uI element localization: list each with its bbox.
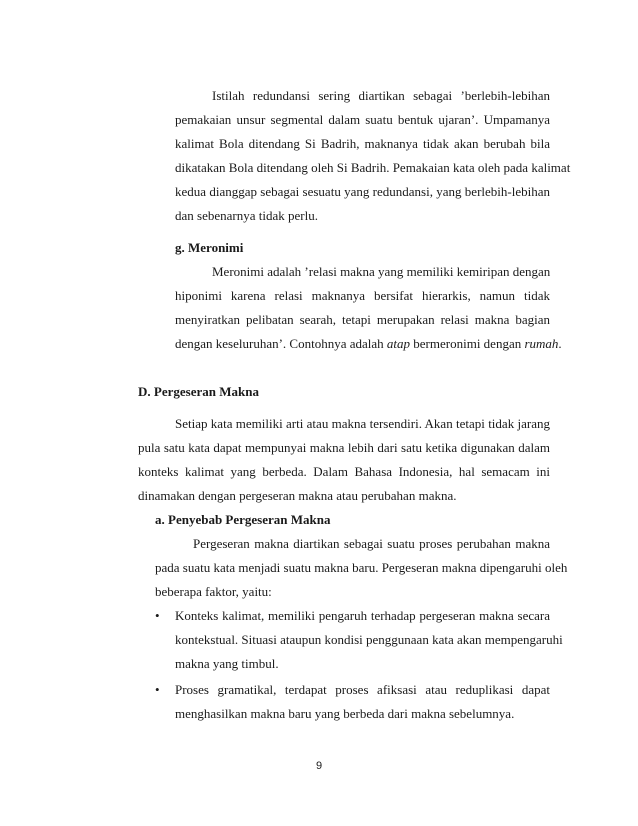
bullet-icon: • bbox=[155, 608, 160, 623]
paragraph-line: dinamakan dengan pergeseran makna atau perubahan makna. bbox=[138, 488, 457, 503]
chapter-heading: D. Pergeseran Makna bbox=[138, 384, 259, 399]
text-run: bermeronimi dengan bbox=[410, 336, 525, 351]
bullet-icon: • bbox=[155, 682, 160, 697]
paragraph-line bbox=[175, 336, 562, 352]
paragraph-line: konteks kalimat yang berbeda. Dalam Bahasa Indonesia, hal semacam ini bbox=[138, 464, 550, 479]
paragraph-line: pemakaian unsur segmental dalam suatu bentuk ujaran’. Umpamanya bbox=[175, 112, 550, 127]
subsection-heading: a. Penyebab Pergeseran Makna bbox=[155, 512, 331, 527]
paragraph-line: dikatakan Bola ditendang oleh Si Badrih. Pemakaian kata oleh pada kalimat bbox=[175, 160, 571, 175]
paragraph-line: hiponimi karena relasi maknanya bersifat hierarkis, namun tidak bbox=[175, 288, 550, 303]
list-item-line: Proses gramatikal, terdapat proses afiksasi atau reduplikasi dapat bbox=[175, 682, 550, 697]
italic-term: rumah bbox=[524, 336, 559, 351]
list-item-line: menghasilkan makna baru yang berbeda dari makna sebelumnya. bbox=[175, 706, 515, 721]
paragraph-line: Setiap kata memiliki arti atau makna tersendiri. Akan tetapi tidak jarang bbox=[175, 416, 550, 431]
paragraph-line: pula satu kata dapat mempunyai makna lebih dari satu ketika digunakan dalam bbox=[138, 440, 550, 455]
paragraph-line: pada suatu kata menjadi suatu makna baru. Pergeseran makna dipengaruhi oleh bbox=[155, 560, 568, 575]
italic-term: atap bbox=[386, 336, 411, 351]
paragraph-line: Meronimi adalah ’relasi makna yang memiliki kemiripan dengan bbox=[212, 264, 551, 279]
text-run: dengan keseluruhan’. Contohnya adalah bbox=[175, 336, 387, 351]
section-heading: g. Meronimi bbox=[175, 240, 244, 255]
paragraph-line: dan sebenarnya tidak perlu. bbox=[175, 208, 318, 223]
list-item-line: makna yang timbul. bbox=[175, 656, 279, 671]
paragraph-line: kedua dianggap sebagai sesuatu yang redundansi, yang berlebih-lebihan bbox=[175, 184, 550, 199]
list-item-line: Konteks kalimat, memiliki pengaruh terhadap pergeseran makna secara bbox=[175, 608, 550, 623]
paragraph-line: Pergeseran makna diartikan sebagai suatu proses perubahan makna bbox=[193, 536, 550, 551]
page-number: 9 bbox=[315, 760, 323, 772]
list-item-line: kontekstual. Situasi ataupun kondisi penggunaan kata akan mempengaruhi bbox=[175, 632, 563, 647]
paragraph-line: menyiratkan pelibatan searah, tetapi merupakan relasi makna bagian bbox=[175, 312, 550, 327]
text-run: . bbox=[558, 336, 562, 351]
paragraph-line: kalimat Bola ditendang Si Badrih, maknanya tidak akan berubah bila bbox=[175, 136, 550, 151]
paragraph-line: beberapa faktor, yaitu: bbox=[155, 584, 272, 599]
paragraph-line: Istilah redundansi sering diartikan sebagai ’berlebih-lebihan bbox=[212, 88, 550, 103]
